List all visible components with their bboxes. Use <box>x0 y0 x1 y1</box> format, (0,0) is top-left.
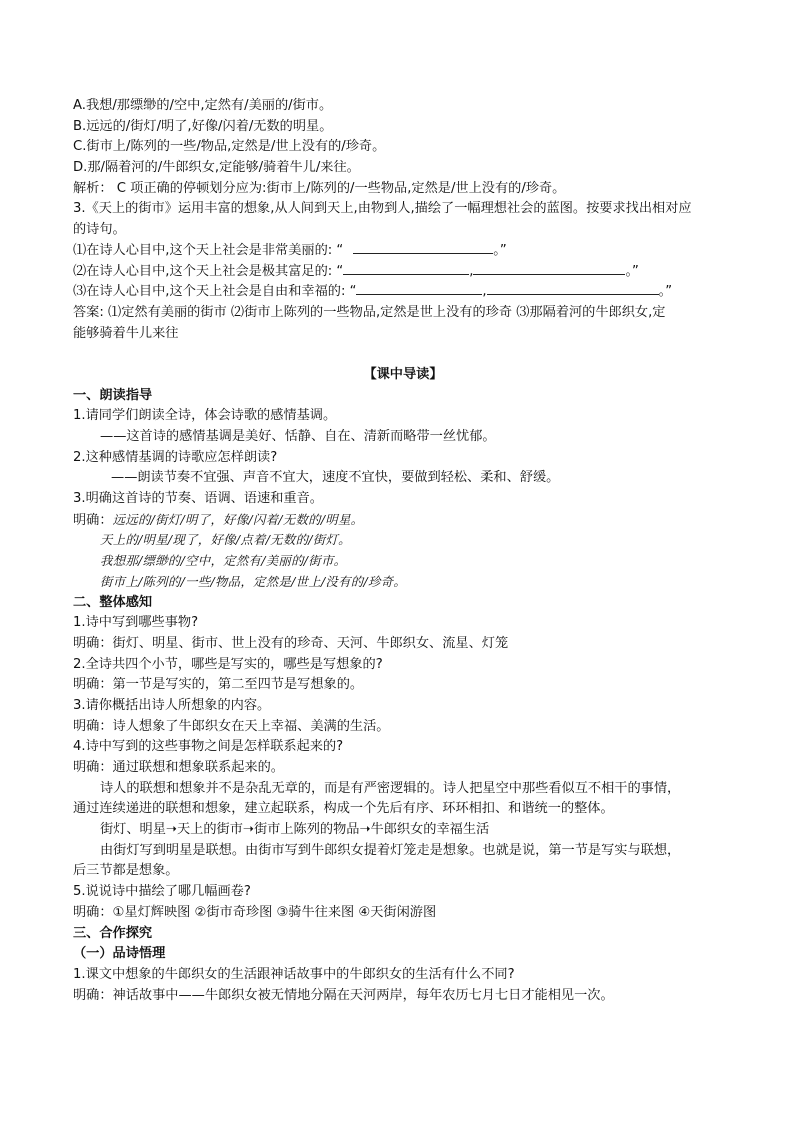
question-3-1 <box>73 241 733 262</box>
fill-blank <box>473 262 625 275</box>
overall-q5: 5.说说诗中描绘了哪几幅画卷? <box>73 884 251 900</box>
poem-line: 远远的/街灯/明了，好像/闪着/无数的/明星。 <box>112 511 364 527</box>
overall-q2: 2.全诗共四个小节，哪些是写实的，哪些是写想象的? <box>73 656 383 672</box>
poem-line: 天上的/明星/现了，好像/点着/无数的/街灯。 <box>100 532 351 548</box>
reading-q2: 2.这种感情基调的诗歌应怎样朗读? <box>73 449 278 465</box>
question-3-line2: 的诗句。 <box>73 222 126 238</box>
poem-line: 我想那/缥缈的/空中，定然有/美丽的/街市。 <box>100 553 347 569</box>
overall-a4-note-line2: 后三节都是想象。 <box>73 863 179 879</box>
reading-a3-line1 <box>73 510 733 531</box>
overall-a2: 明确：第一节是写实的，第二至四节是写想象的。 <box>73 677 364 693</box>
heading-reading-guide: 一、朗读指导 <box>73 387 153 403</box>
q3-3-prefix: ⑶在诗人心目中,这个天上社会是自由和幸福的: “ <box>73 284 357 300</box>
fill-blank <box>487 282 659 295</box>
fill-blank <box>353 241 493 254</box>
overall-a4-para-line1: 诗人的联想和想象并不是杂乱无章的，而是有严密逻辑的。诗人把星空中那些看似互不相干的事情， <box>100 780 681 796</box>
answer-line2: 能够骑着牛儿来往 <box>73 325 179 341</box>
overall-a3: 明确：诗人想象了牛郎织女在天上幸福、美满的生活。 <box>73 718 390 734</box>
q3-1-suffix: 。” <box>493 242 507 258</box>
section-title: 【课中导读】 <box>363 366 443 382</box>
fill-blank <box>343 262 469 275</box>
option-d: D.那/隔着河的/牛郎织女,定能够/骑着牛儿/来往。 <box>73 160 360 176</box>
option-a: A.我想/那缥缈的/空中,定然有/美丽的/街市。 <box>73 98 333 113</box>
subheading-poem-insight: （一）品诗悟理 <box>73 946 166 962</box>
reading-q1: 1.请同学们朗读全诗，体会诗歌的感情基调。 <box>73 408 337 424</box>
question-3-3 <box>73 282 733 303</box>
overall-q3: 3.请你概括出诗人所想象的内容。 <box>73 697 271 713</box>
overall-q4: 4.诗中写到的这些事物之间是怎样联系起来的? <box>73 739 344 755</box>
document-page <box>73 96 733 1006</box>
question-3-line1: 3.《天上的街市》运用丰富的想象,从人间到天上,由物到人,描绘了一幅理想社会的蓝图。按要求找出相对应 <box>73 201 692 217</box>
analysis-text: 解析： C 项正确的停顿划分应为:街市上/陈列的/一些物品,定然是/世上没有的/珍奇。 <box>73 180 566 196</box>
question-3-2 <box>73 262 733 283</box>
fill-blank <box>356 282 482 295</box>
insight-q1: 1.课文中想象的牛郎织女的生活跟神话故事中的牛郎织女的生活有什么不同? <box>73 966 515 982</box>
option-b: B.远远的/街灯/明了,好像/闪着/无数的明星。 <box>73 118 333 134</box>
reading-a1: ——这首诗的感情基调是美好、恬静、自在、清新而略带一丝忧郁。 <box>100 429 496 444</box>
heading-cooperation: 三、合作探究 <box>73 925 153 941</box>
q3-3-suffix: 。” <box>658 284 673 300</box>
reading-q3: 3.明确这首诗的节奏、语调、语速和重音。 <box>73 491 323 507</box>
overall-a1: 明确：街灯、明星、街市、世上没有的珍奇、天河、牛郎织女、流星、灯笼 <box>73 635 509 651</box>
insight-a1: 明确：神话故事中——牛郎织女被无情地分隔在天河两岸，每年农历七月七日才能相见一次。 <box>73 987 614 1003</box>
q3-2-suffix: 。” <box>625 263 639 279</box>
overall-a4: 明确：通过联想和想象联系起来的。 <box>73 760 284 775</box>
poem-line: 街市上/陈列的/一些/物品，定然是/世上/没有的/珍奇。 <box>100 573 407 589</box>
reading-a2: ——朗读节奏不宜强、声音不宜大，速度不宜快，要做到轻松、柔和、舒缓。 <box>111 470 560 486</box>
overall-a4-chain: 街灯、明星➝天上的街市➝街市上陈列的物品➝牛郎织女的幸福生活 <box>100 822 490 838</box>
overall-a4-para-line2: 通过连续递进的联想和想象，建立起联系，构成一个先后有序、环环相扣、和谐统一的整体。 <box>73 801 614 817</box>
q3-2-mid: , <box>469 263 474 279</box>
q3-1-prefix: ⑴在诗人心目中,这个天上社会是非常美丽的: “ <box>73 242 344 258</box>
q3-3-mid: , <box>482 284 487 300</box>
q3-2-prefix: ⑵在诗人心目中,这个天上社会是极其富足的: “ <box>73 263 344 279</box>
overall-a4-note-line1: 由街灯写到明星是联想。由街市写到牛郎织女提着灯笼走是想象。也就是说，第一节是写实与联想， <box>100 842 681 858</box>
answer-line1: 答案: ⑴定然有美丽的街市 ⑵街市上陈列的一些物品,定然是世上没有的珍奇 ⑶那隔着河的牛郎织女,定 <box>73 304 666 320</box>
overall-q1: 1.诗中写到哪些事物? <box>73 615 199 631</box>
heading-overall: 二、整体感知 <box>73 594 153 610</box>
answer-label: 明确： <box>73 512 113 528</box>
overall-a5: 明确：①星灯辉映图 ②街市奇珍图 ③骑牛往来图 ④天街闲游图 <box>73 904 437 920</box>
option-c: C.街市上/陈列的一些/物品,定然是/世上没有的/珍奇。 <box>73 139 386 155</box>
